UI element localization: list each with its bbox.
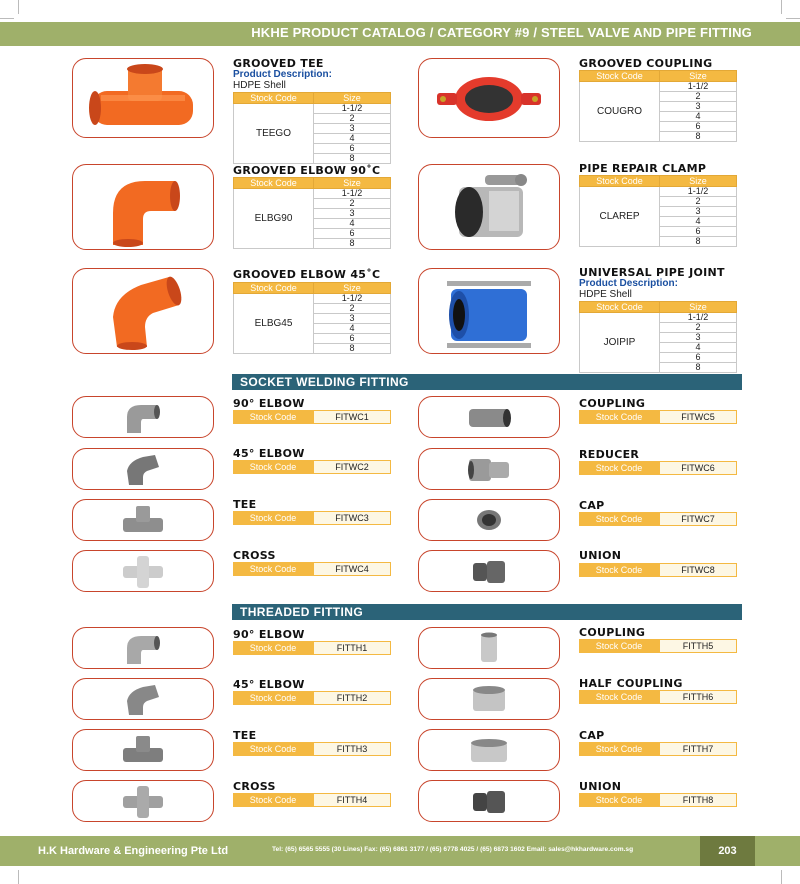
stock-code-label: Stock Code bbox=[579, 410, 659, 424]
stock-code: COUGRO bbox=[580, 82, 660, 142]
catalog-header bbox=[0, 22, 800, 46]
stock-code-label: Stock Code bbox=[579, 512, 659, 526]
stock-code-header: Stock Code bbox=[234, 178, 314, 189]
size-header: Size bbox=[660, 302, 737, 313]
size-cell: 1-1/2 bbox=[314, 189, 391, 199]
union-fitting-icon bbox=[459, 553, 519, 589]
stock-code-label: Stock Code bbox=[233, 641, 313, 655]
size-cell: 2 bbox=[660, 92, 737, 102]
coupling-fitting-icon bbox=[459, 399, 519, 435]
size-cell: 4 bbox=[314, 134, 391, 144]
crop-mark bbox=[781, 0, 782, 14]
stock-code-label: Stock Code bbox=[233, 562, 313, 576]
size-cell: 1-1/2 bbox=[314, 294, 391, 304]
crop-mark bbox=[18, 0, 19, 14]
threaded-half-coupling-photo bbox=[418, 678, 560, 720]
size-cell: 2 bbox=[660, 323, 737, 333]
stock-code-strip bbox=[579, 410, 737, 424]
description-text: HDPE Shell bbox=[579, 289, 632, 300]
size-cell: 3 bbox=[314, 314, 391, 324]
description-label: Product Description: bbox=[579, 278, 678, 289]
stock-code-label: Stock Code bbox=[233, 511, 313, 525]
spec-table-universal-pipe-joint bbox=[579, 301, 737, 373]
product-title: REDUCER bbox=[579, 448, 640, 461]
stock-code-header: Stock Code bbox=[580, 302, 660, 313]
stock-code-label: Stock Code bbox=[579, 639, 659, 653]
union-fitting-icon bbox=[459, 783, 519, 819]
product-title: UNION bbox=[579, 549, 622, 562]
grooved-elbow-45-icon bbox=[83, 271, 203, 351]
stock-code-value: FITWC5 bbox=[659, 410, 737, 424]
threaded-union-photo bbox=[418, 780, 560, 822]
stock-code-value: FITWC7 bbox=[659, 512, 737, 526]
crop-mark bbox=[786, 18, 800, 19]
product-description bbox=[233, 69, 332, 91]
stock-code-value: FITWC2 bbox=[313, 460, 391, 474]
product-title: 45° ELBOW bbox=[233, 678, 305, 691]
crop-mark bbox=[781, 870, 782, 884]
stock-code-header: Stock Code bbox=[234, 283, 314, 294]
crop-mark bbox=[0, 18, 14, 19]
stock-code-label: Stock Code bbox=[579, 690, 659, 704]
cap-fitting-icon bbox=[459, 732, 519, 768]
threaded-90-elbow-photo bbox=[72, 627, 214, 669]
product-title: 45° ELBOW bbox=[233, 447, 305, 460]
stock-code-strip bbox=[579, 793, 737, 807]
elbow-45-fitting-icon bbox=[113, 681, 173, 717]
stock-code-label: Stock Code bbox=[233, 410, 313, 424]
size-cell: 4 bbox=[660, 343, 737, 353]
product-title: CAP bbox=[579, 729, 605, 742]
size-cell: 3 bbox=[660, 207, 737, 217]
threaded-cap-photo bbox=[418, 729, 560, 771]
stock-code: ELBG90 bbox=[234, 189, 314, 249]
universal-pipe-joint-icon bbox=[429, 271, 549, 351]
socket-tee-photo bbox=[72, 499, 214, 541]
stock-code-label: Stock Code bbox=[233, 460, 313, 474]
size-cell: 1-1/2 bbox=[660, 313, 737, 323]
contact-info: Tel: (65) 6565 5555 (30 Lines) Fax: (65) 6861 3177 / (65) 6778 4025 / (65) 6873 1602 Email: sales@hkhardware.com.sg bbox=[272, 846, 634, 853]
section-heading-threaded bbox=[232, 604, 742, 620]
stock-code-value: FITTH1 bbox=[313, 641, 391, 655]
size-cell: 1-1/2 bbox=[660, 187, 737, 197]
spec-table-grooved-elbow-90 bbox=[233, 177, 391, 249]
size-cell: 2 bbox=[314, 114, 391, 124]
size-cell: 3 bbox=[660, 333, 737, 343]
section-heading-text: SOCKET WELDING FITTING bbox=[240, 375, 409, 389]
size-cell: 8 bbox=[314, 239, 391, 249]
size-cell: 2 bbox=[660, 197, 737, 207]
grooved-elbow-90-icon bbox=[83, 167, 203, 247]
stock-code-label: Stock Code bbox=[579, 742, 659, 756]
stock-code-strip bbox=[233, 793, 391, 807]
stock-code-strip bbox=[579, 512, 737, 526]
stock-code-strip bbox=[579, 461, 737, 475]
page-footer bbox=[0, 836, 800, 866]
stock-code-value: FITWC6 bbox=[659, 461, 737, 475]
tee-fitting-icon bbox=[113, 502, 173, 538]
stock-code-strip bbox=[579, 563, 737, 577]
size-cell: 2 bbox=[314, 304, 391, 314]
grooved-coupling-photo bbox=[418, 58, 560, 138]
half-coupling-fitting-icon bbox=[459, 681, 519, 717]
section-heading-socket bbox=[232, 374, 742, 390]
tee-fitting-icon bbox=[113, 732, 173, 768]
product-title: GROOVED ELBOW 90˚C bbox=[233, 164, 381, 177]
socket-reducer-photo bbox=[418, 448, 560, 490]
product-title: 90° ELBOW bbox=[233, 628, 305, 641]
stock-code-header: Stock Code bbox=[580, 71, 660, 82]
pipe-repair-clamp-photo bbox=[418, 164, 560, 250]
size-cell: 4 bbox=[660, 112, 737, 122]
size-cell: 6 bbox=[660, 353, 737, 363]
universal-pipe-joint-photo bbox=[418, 268, 560, 354]
size-cell: 8 bbox=[314, 154, 391, 164]
stock-code-strip bbox=[579, 690, 737, 704]
product-description bbox=[579, 278, 678, 300]
grooved-tee-icon bbox=[83, 61, 203, 135]
size-header: Size bbox=[314, 283, 391, 294]
threaded-coupling-photo bbox=[418, 627, 560, 669]
elbow-45-fitting-icon bbox=[113, 451, 173, 487]
product-title: UNION bbox=[579, 780, 622, 793]
cross-fitting-icon bbox=[113, 783, 173, 819]
stock-code-value: FITWC4 bbox=[313, 562, 391, 576]
stock-code-value: FITTH8 bbox=[659, 793, 737, 807]
size-cell: 3 bbox=[660, 102, 737, 112]
stock-code-strip bbox=[233, 691, 391, 705]
socket-coupling-photo bbox=[418, 396, 560, 438]
crop-mark bbox=[18, 870, 19, 884]
size-header: Size bbox=[660, 176, 737, 187]
stock-code-strip bbox=[233, 562, 391, 576]
product-title: CROSS bbox=[233, 780, 276, 793]
size-cell: 3 bbox=[314, 124, 391, 134]
stock-code-label: Stock Code bbox=[579, 563, 659, 577]
grooved-tee-photo bbox=[72, 58, 214, 138]
product-title: UNIVERSAL PIPE JOINT bbox=[579, 266, 725, 279]
coupling-fitting-icon bbox=[459, 630, 519, 666]
threaded-cross-photo bbox=[72, 780, 214, 822]
stock-code-strip bbox=[579, 742, 737, 756]
size-cell: 6 bbox=[660, 227, 737, 237]
stock-code-label: Stock Code bbox=[579, 793, 659, 807]
stock-code-strip bbox=[233, 641, 391, 655]
size-cell: 1-1/2 bbox=[660, 82, 737, 92]
grooved-elbow-45-photo bbox=[72, 268, 214, 354]
stock-code-value: FITTH4 bbox=[313, 793, 391, 807]
stock-code-strip bbox=[233, 511, 391, 525]
stock-code: CLAREP bbox=[580, 187, 660, 247]
socket-cross-photo bbox=[72, 550, 214, 592]
size-cell: 4 bbox=[314, 219, 391, 229]
stock-code: JOIPIP bbox=[580, 313, 660, 373]
spec-table-grooved-elbow-45 bbox=[233, 282, 391, 354]
stock-code-label: Stock Code bbox=[579, 461, 659, 475]
spec-table-grooved-tee bbox=[233, 92, 391, 164]
socket-90-elbow-photo bbox=[72, 396, 214, 438]
size-cell: 4 bbox=[660, 217, 737, 227]
reducer-fitting-icon bbox=[459, 451, 519, 487]
size-cell: 2 bbox=[314, 199, 391, 209]
socket-union-photo bbox=[418, 550, 560, 592]
catalog-title: HKHE PRODUCT CATALOG / CATEGORY #9 / STEEL VALVE AND PIPE FITTING bbox=[251, 25, 752, 40]
grooved-elbow-90-photo bbox=[72, 164, 214, 250]
stock-code-value: FITWC8 bbox=[659, 563, 737, 577]
stock-code-header: Stock Code bbox=[234, 93, 314, 104]
cross-fitting-icon bbox=[113, 553, 173, 589]
product-title: CROSS bbox=[233, 549, 276, 562]
elbow-fitting-icon bbox=[113, 399, 173, 435]
stock-code-value: FITTH6 bbox=[659, 690, 737, 704]
grooved-coupling-icon bbox=[429, 61, 549, 135]
size-cell: 1-1/2 bbox=[314, 104, 391, 114]
stock-code: TEEGO bbox=[234, 104, 314, 164]
stock-code-value: FITTH5 bbox=[659, 639, 737, 653]
product-title: TEE bbox=[233, 729, 257, 742]
threaded-45-elbow-photo bbox=[72, 678, 214, 720]
stock-code-label: Stock Code bbox=[233, 793, 313, 807]
product-title: CAP bbox=[579, 499, 605, 512]
product-title: PIPE REPAIR CLAMP bbox=[579, 162, 707, 175]
stock-code-value: FITTH3 bbox=[313, 742, 391, 756]
company-name: H.K Hardware & Engineering Pte Ltd bbox=[38, 845, 229, 857]
socket-cap-photo bbox=[418, 499, 560, 541]
cap-fitting-icon bbox=[459, 502, 519, 538]
elbow-fitting-icon bbox=[113, 630, 173, 666]
size-cell: 6 bbox=[660, 122, 737, 132]
threaded-tee-photo bbox=[72, 729, 214, 771]
product-title: GROOVED ELBOW 45˚C bbox=[233, 268, 381, 281]
description-text: HDPE Shell bbox=[233, 80, 286, 91]
size-header: Size bbox=[314, 178, 391, 189]
product-title: HALF COUPLING bbox=[579, 677, 683, 690]
size-header: Size bbox=[314, 93, 391, 104]
stock-code-strip bbox=[233, 410, 391, 424]
spec-table-grooved-coupling bbox=[579, 70, 737, 142]
product-title: 90° ELBOW bbox=[233, 397, 305, 410]
product-title: TEE bbox=[233, 498, 257, 511]
size-cell: 4 bbox=[314, 324, 391, 334]
stock-code-value: FITTH7 bbox=[659, 742, 737, 756]
socket-45-elbow-photo bbox=[72, 448, 214, 490]
section-heading-text: THREADED FITTING bbox=[240, 605, 364, 619]
description-label: Product Description: bbox=[233, 69, 332, 80]
product-title: COUPLING bbox=[579, 397, 646, 410]
size-cell: 6 bbox=[314, 144, 391, 154]
size-cell: 8 bbox=[660, 237, 737, 247]
size-cell: 6 bbox=[314, 229, 391, 239]
stock-code-value: FITWC3 bbox=[313, 511, 391, 525]
stock-code-label: Stock Code bbox=[233, 742, 313, 756]
product-title: GROOVED COUPLING bbox=[579, 57, 713, 70]
spec-table-pipe-repair-clamp bbox=[579, 175, 737, 247]
size-cell: 6 bbox=[314, 334, 391, 344]
stock-code: ELBG45 bbox=[234, 294, 314, 354]
page-number: 203 bbox=[700, 836, 755, 866]
stock-code-label: Stock Code bbox=[233, 691, 313, 705]
stock-code-value: FITWC1 bbox=[313, 410, 391, 424]
size-cell: 8 bbox=[660, 132, 737, 142]
size-cell: 8 bbox=[660, 363, 737, 373]
pipe-repair-clamp-icon bbox=[429, 167, 549, 247]
stock-code-header: Stock Code bbox=[580, 176, 660, 187]
stock-code-strip bbox=[233, 742, 391, 756]
product-title: COUPLING bbox=[579, 626, 646, 639]
stock-code-strip bbox=[233, 460, 391, 474]
size-header: Size bbox=[660, 71, 737, 82]
product-title: GROOVED TEE bbox=[233, 57, 324, 70]
stock-code-value: FITTH2 bbox=[313, 691, 391, 705]
size-cell: 8 bbox=[314, 344, 391, 354]
stock-code-strip bbox=[579, 639, 737, 653]
size-cell: 3 bbox=[314, 209, 391, 219]
